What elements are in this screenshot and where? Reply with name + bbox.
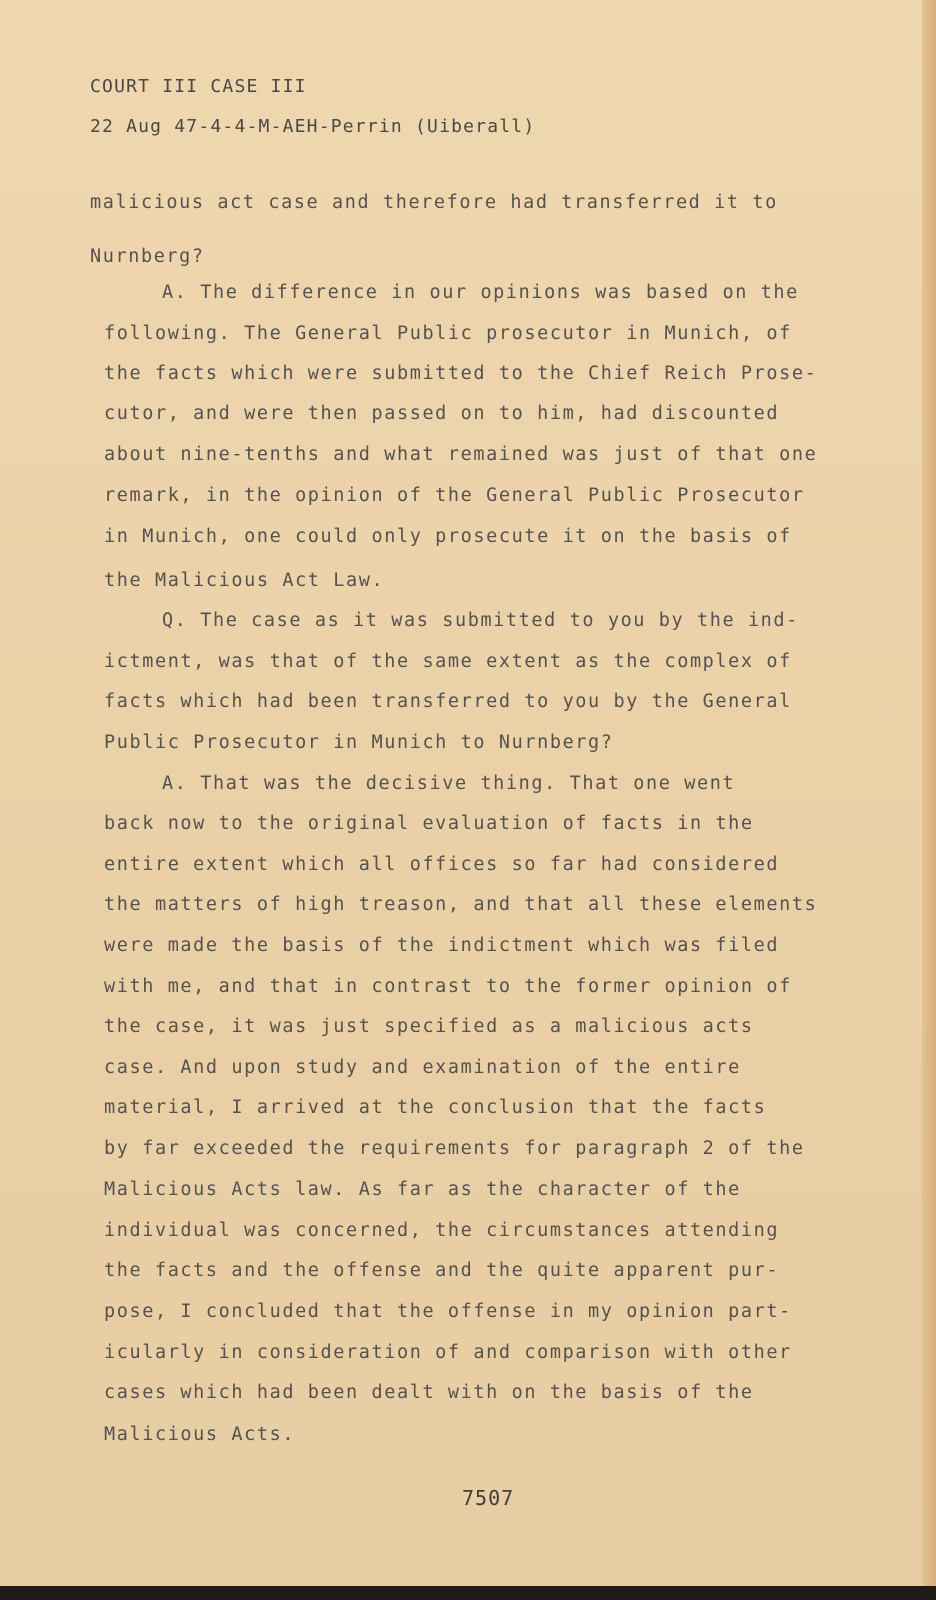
transcript-line: following. The General Public prosecutor in Munich, of (104, 323, 792, 344)
transcript-line: about nine-tenths and what remained was just of that one (104, 444, 818, 465)
transcript-line: Nurnberg? (90, 246, 205, 267)
transcript-line: pose, I concluded that the offense in my opinion part- (104, 1301, 792, 1322)
transcript-line: by far exceeded the requirements for paragraph 2 of the (104, 1138, 805, 1159)
transcript-line: the Malicious Act Law. (104, 570, 385, 591)
transcript-line: A. That was the decisive thing. That one went (162, 773, 736, 794)
transcript-line: the facts which were submitted to the Chief Reich Prose- (104, 363, 818, 384)
transcript-line: Malicious Acts. (104, 1424, 296, 1445)
transcript-line: A. The difference in our opinions was based on the (162, 282, 799, 303)
transcript-line: remark, in the opinion of the General Public Prosecutor (104, 485, 805, 506)
transcript-line: were made the basis of the indictment which was filed (104, 935, 780, 956)
transcript-line: material, I arrived at the conclusion that the facts (104, 1097, 767, 1118)
transcript-line: malicious act case and therefore had transferred it to (90, 192, 778, 213)
transcript-line: facts which had been transferred to you by the General (104, 691, 792, 712)
page-edge-shadow (922, 0, 936, 1600)
transcript-line: in Munich, one could only prosecute it on the basis of (104, 526, 792, 547)
transcript-line: back now to the original evaluation of facts in the (104, 813, 754, 834)
transcript-line: Public Prosecutor in Munich to Nurnberg? (104, 732, 614, 753)
transcript-line: the matters of high treason, and that all these elements (104, 894, 818, 915)
transcript-line: ictment, was that of the same extent as the complex of (104, 651, 792, 672)
page-number: 7507 (462, 1486, 515, 1510)
scan-border (0, 1586, 936, 1600)
transcript-line: cutor, and were then passed on to him, had discounted (104, 403, 780, 424)
transcript-line: the facts and the offense and the quite apparent pur- (104, 1260, 780, 1281)
transcript-line: with me, and that in contrast to the former opinion of (104, 976, 792, 997)
transcript-line: Q. The case as it was submitted to you by the ind- (162, 610, 799, 631)
transcript-line: cases which had been dealt with on the basis of the (104, 1382, 754, 1403)
court-case-heading: COURT III CASE III (90, 76, 307, 97)
transcript-line: entire extent which all offices so far had considered (104, 854, 780, 875)
transcript-line: icularly in consideration of and comparison with other (104, 1342, 792, 1363)
transcript-line: the case, it was just specified as a malicious acts (104, 1016, 754, 1037)
transcript-line: individual was concerned, the circumstances attending (104, 1220, 780, 1241)
session-reference: 22 Aug 47-4-4-M-AEH-Perrin (Uiberall) (90, 116, 536, 137)
transcript-line: case. And upon study and examination of the entire (104, 1057, 741, 1078)
transcript-line: Malicious Acts law. As far as the character of the (104, 1179, 741, 1200)
